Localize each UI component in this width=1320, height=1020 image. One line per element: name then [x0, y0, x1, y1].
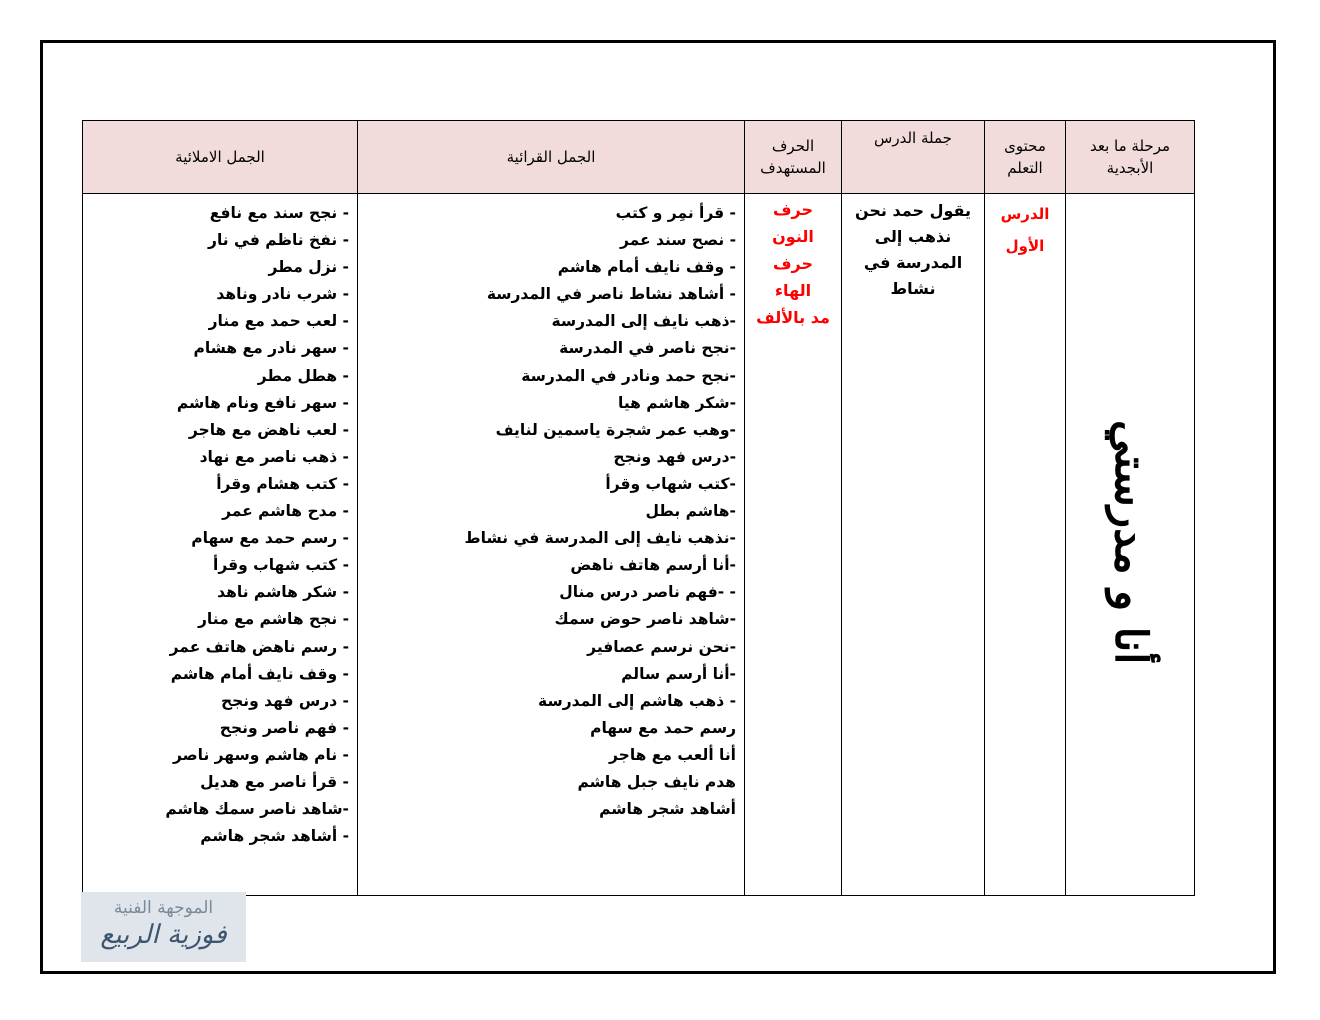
dictation-sentence-item: -شاهد ناصر سمك هاشم — [165, 800, 349, 819]
dictation-sentence-item: - كتب شهاب وقرأ — [213, 556, 349, 575]
reading-sentence-item: هدم نايف جبل هاشم — [577, 772, 736, 791]
dictation-sentence-item: - رسم ناهض هاتف عمر — [169, 637, 349, 656]
dictation-sentence-item: - أشاهد شجر هاشم — [200, 827, 349, 846]
reading-sentence-item: -أنا أرسم هاتف ناهض — [570, 556, 736, 575]
dictation-sentence-item: - نجح هاشم مع منار — [198, 610, 349, 629]
dictation-sentence-item: - شرب نادر وناهد — [216, 285, 349, 304]
dictation-sentence-item: - رسم حمد مع سهام — [191, 529, 349, 548]
reading-sentence-item: -كتب شهاب وقرأ — [605, 474, 736, 493]
content-cell — [985, 194, 1066, 896]
target-letter-5: مد بالألف — [756, 308, 830, 327]
dictation-sentences-list — [91, 200, 349, 850]
header-row — [83, 121, 1195, 194]
reading-sentence-item: -شاهد ناصر حوض سمك — [554, 610, 736, 629]
lesson-sentence: يقول حمد نحن نذهب إلى المدرسة في نشاط — [854, 201, 971, 298]
target-letter-4: الهاء — [774, 281, 812, 300]
dictation-sentence-item: - وقف نايف أمام هاشم — [170, 664, 349, 683]
unit-cell — [1066, 194, 1195, 896]
reading-sentence-item: - ذهب هاشم إلى المدرسة — [538, 691, 736, 710]
reading-sentences-list — [366, 200, 736, 823]
dictation-sentence-item: - لعب حمد مع منار — [208, 312, 349, 331]
header-reading-sentences: الجمل القرائية — [358, 121, 745, 194]
target-letter-1: حرف — [772, 200, 814, 219]
reading-sentence-item: -ذهب نايف إلى المدرسة — [551, 312, 736, 331]
reading-sentence-item: -نجح حمد ونادر في المدرسة — [521, 366, 736, 385]
reading-sentence-item: - -فهم ناصر درس منال — [559, 583, 736, 602]
lesson-sentence-cell — [842, 194, 985, 896]
content-row — [83, 194, 1195, 896]
dictation-sentence-item: - لعب ناهض مع هاجر — [188, 420, 349, 439]
dictation-sentence-item: - نام هاشم وسهر ناصر — [173, 745, 349, 764]
dictation-sentence-item: - نفخ ناظم في نار — [208, 231, 349, 250]
header-dictation-sentences: الجمل الاملائية — [83, 121, 358, 194]
dictation-sentence-item: - درس فهد ونجح — [220, 691, 349, 710]
reading-sentence-item: - قرأ نمِر و كتب — [615, 204, 736, 222]
target-letter-3: حرف — [772, 254, 814, 273]
dictation-sentence-item: - قرأ ناصر مع هديل — [200, 772, 349, 791]
reading-sentence-item: -نجح ناصر في المدرسة — [559, 339, 736, 358]
reading-sentence-item: -شكر هاشم هيا — [618, 393, 736, 412]
dictation-sentence-item: - فهم ناصر ونجح — [219, 718, 349, 737]
reading-sentence-item: -وهب عمر شجرة ياسمين لنايف — [495, 420, 736, 439]
dictation-sentence-item: - هطل مطر — [257, 366, 349, 385]
header-content: محتوى التعلم — [985, 121, 1066, 194]
dictation-sentence-item: - نجح سند مع نافع — [209, 204, 349, 222]
reading-sentence-item: - أشاهد نشاط ناصر في المدرسة — [486, 285, 736, 304]
reading-sentences-cell — [358, 194, 745, 896]
header-stage: مرحلة ما بعد الأبجدية — [1066, 121, 1195, 194]
reading-sentence-item: -نحن نرسم عصافير — [587, 637, 736, 656]
dictation-sentence-item: - مدح هاشم عمر — [222, 502, 349, 521]
dictation-sentence-item: - ذهب ناصر مع نهاد — [199, 447, 349, 466]
target-letter-2: النون — [772, 227, 814, 246]
reading-sentence-item: -درس فهد ونجح — [613, 447, 736, 466]
reading-sentence-item: أشاهد شجر هاشم — [599, 800, 736, 819]
unit-title: أنا و مدرستي — [1105, 420, 1156, 665]
lesson-number: الدرس الأول — [1000, 205, 1050, 255]
reading-sentence-item: - نصح سند عمر — [619, 231, 736, 250]
reading-sentence-item: أنا ألعب مع هاجر — [609, 745, 736, 764]
header-target-letter: الحرف المستهدف — [745, 121, 842, 194]
reading-sentence-item: -نذهب نايف إلى المدرسة في نشاط — [464, 529, 736, 548]
supervisor-stamp — [81, 892, 246, 962]
dictation-sentence-item: - نزل مطر — [268, 258, 349, 277]
dictation-sentence-item: - كتب هشام وقرأ — [216, 474, 349, 493]
dictation-sentence-item: - سهر نادر مع هشام — [193, 339, 349, 358]
stamp-name: فوزية الربيع — [100, 920, 227, 950]
dictation-sentence-item: - سهر نافع ونام هاشم — [176, 393, 349, 412]
reading-sentence-item: -هاشم بطل — [645, 502, 736, 521]
target-letter-cell — [745, 194, 842, 896]
lesson-plan-table — [82, 120, 1195, 896]
reading-sentence-item: رسم حمد مع سهام — [590, 718, 736, 737]
dictation-sentence-item: - شكر هاشم ناهد — [217, 583, 349, 602]
dictation-sentences-cell — [83, 194, 358, 896]
stamp-title: الموجهة الفنية — [113, 898, 214, 918]
reading-sentence-item: -أنا أرسم سالم — [621, 664, 736, 683]
reading-sentence-item: - وقف نايف أمام هاشم — [557, 258, 736, 277]
header-lesson-sentence: جملة الدرس — [842, 121, 985, 194]
